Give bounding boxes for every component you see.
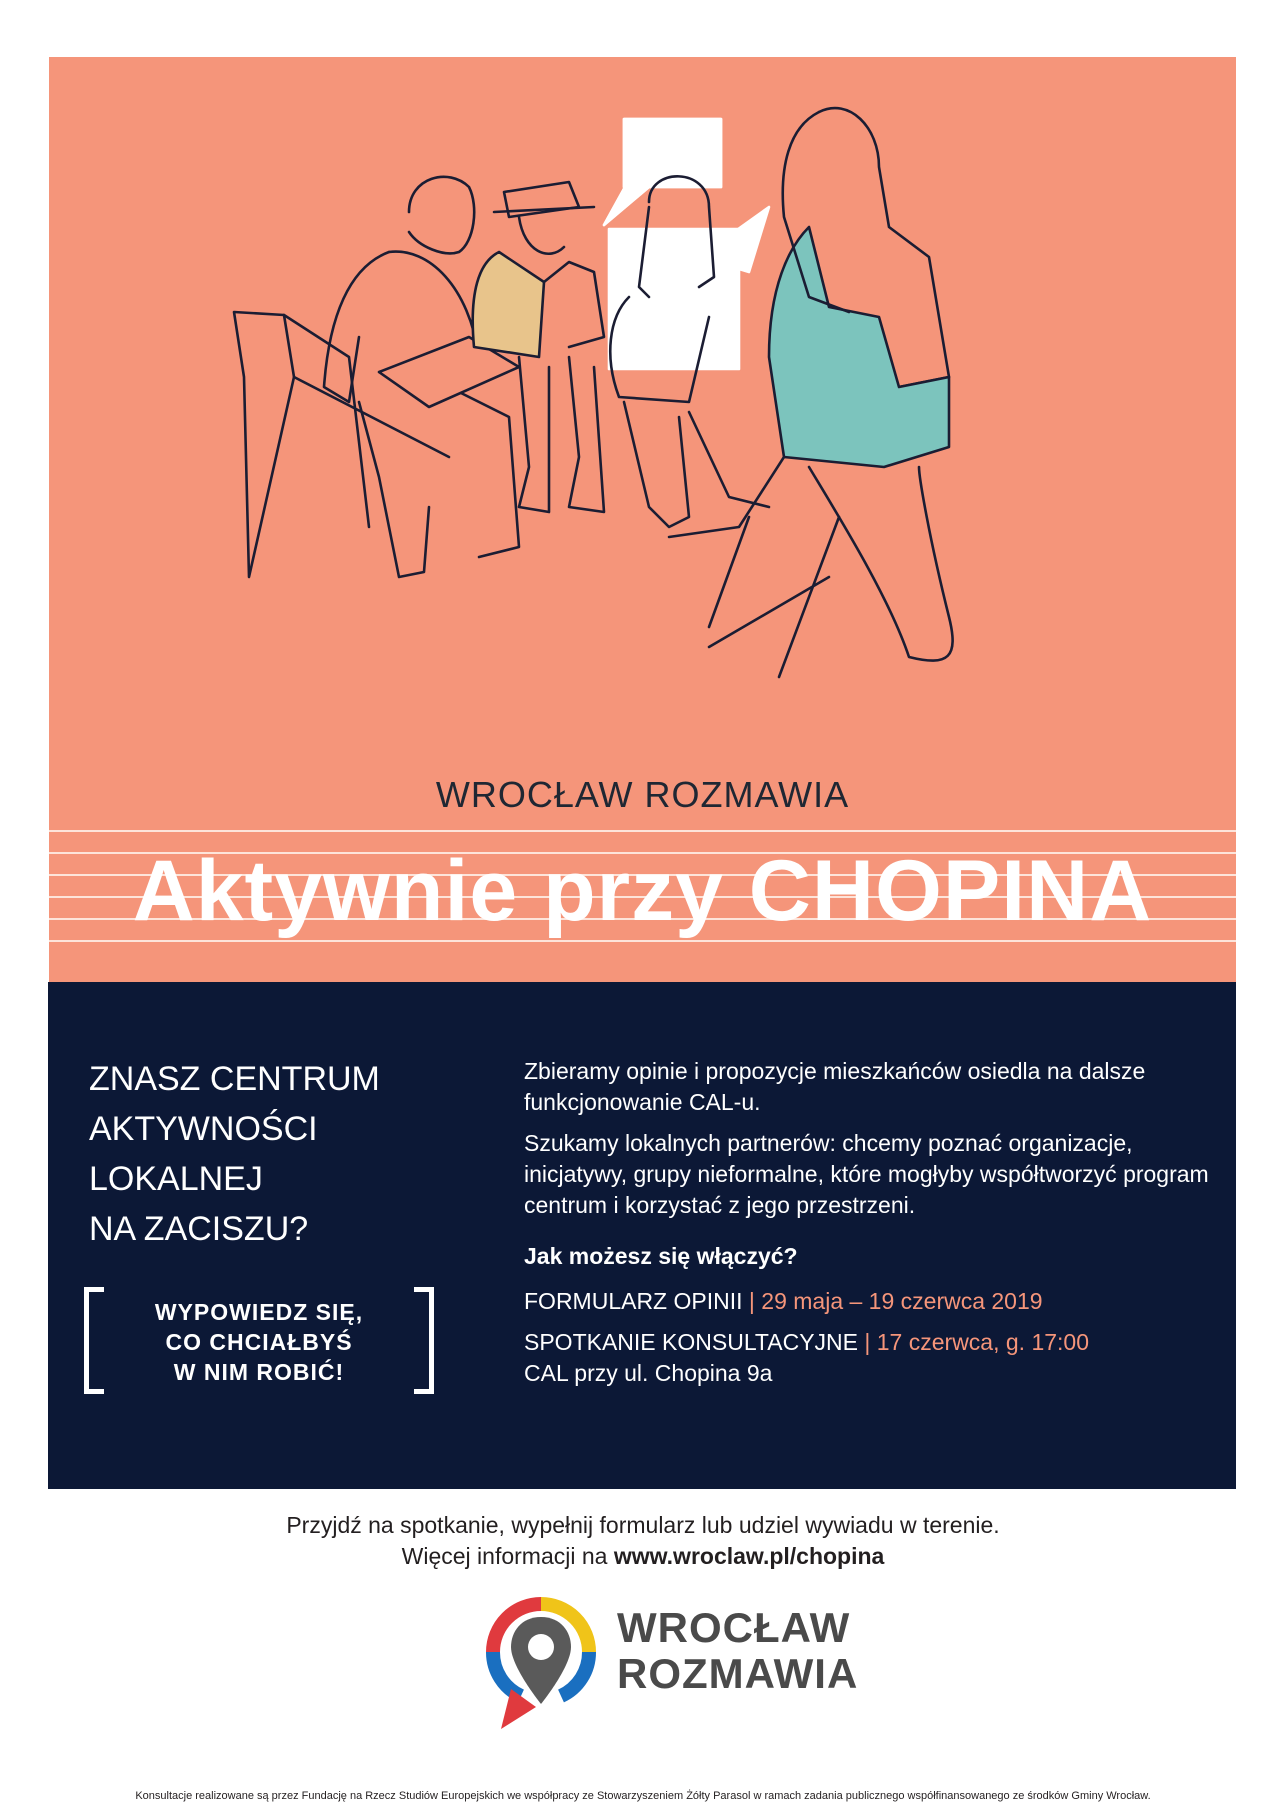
meeting-label: SPOTKANIE KONSULTACYJNE bbox=[524, 1329, 858, 1355]
form-dates: 29 maja – 19 czerwca 2019 bbox=[761, 1288, 1043, 1314]
logo-word-1: WROCŁAW bbox=[617, 1604, 851, 1651]
separator: | bbox=[748, 1288, 755, 1314]
call-to-action-box bbox=[84, 1287, 434, 1394]
logo-mark bbox=[481, 1589, 611, 1739]
question-line: AKTYWNOŚCI bbox=[89, 1110, 318, 1148]
footer-line-2-prefix: Więcej informacji na bbox=[401, 1543, 614, 1569]
form-row bbox=[524, 1286, 1214, 1317]
left-bracket bbox=[84, 1287, 104, 1394]
footer-line-2 bbox=[0, 1541, 1286, 1572]
cta-line: WYPOWIEDZ SIĘ, bbox=[154, 1299, 364, 1325]
cta-text bbox=[104, 1297, 414, 1387]
logo-wordmark bbox=[617, 1605, 858, 1697]
main-title: Aktywnie przy CHOPINA bbox=[132, 843, 1153, 939]
cta-line: CO CHCIAŁBYŚ bbox=[165, 1329, 353, 1355]
question-line: ZNASZ CENTRUM bbox=[89, 1060, 380, 1098]
cta-line: W NIM ROBIĆ! bbox=[173, 1359, 345, 1385]
meeting-date: 17 czerwca, g. 17:00 bbox=[876, 1329, 1089, 1355]
meeting-place: CAL przy ul. Chopina 9a bbox=[524, 1360, 773, 1386]
intro-paragraph: Zbieramy opinie i propozycje mieszkańców osiedla na dalsze funkcjonowanie CAL-u. bbox=[524, 1058, 1146, 1115]
fine-print: Konsultacje realizowane są przez Fundację na Rzecz Studiów Europejskich we współpracy ze Stowarzyszeniem Żółty Parasol w ramach zadania publicznego współfinansowanego ze środków Gminy Wrocław. bbox=[135, 1790, 1151, 1802]
question-heading bbox=[89, 1054, 449, 1254]
separator: | bbox=[864, 1329, 871, 1355]
footer-info bbox=[0, 1510, 1286, 1572]
info-panel bbox=[48, 982, 1236, 1489]
details-column bbox=[524, 1056, 1214, 1389]
how-to-join-heading: Jak możesz się włączyć? bbox=[524, 1243, 798, 1269]
question-line: LOKALNEJ bbox=[89, 1160, 263, 1198]
question-line: NA ZACISZU? bbox=[89, 1210, 309, 1248]
logo-word-2: ROZMAWIA bbox=[617, 1650, 859, 1697]
hero-banner bbox=[49, 57, 1236, 982]
wroclaw-rozmawia-logo bbox=[481, 1589, 859, 1739]
partners-paragraph: Szukamy lokalnych partnerów: chcemy poznać organizacje, inicjatywy, grupy nieformalne, które mogłyby współtworzyć program centrum i korzystać z jego przestrzeni. bbox=[524, 1130, 1209, 1218]
meeting-row bbox=[524, 1327, 1214, 1358]
right-bracket bbox=[414, 1287, 434, 1394]
people-conversation-illustration bbox=[49, 57, 1236, 757]
form-label: FORMULARZ OPINII bbox=[524, 1288, 743, 1314]
series-title: WROCŁAW ROZMAWIA bbox=[435, 774, 850, 815]
website-link[interactable]: www.wroclaw.pl/chopina bbox=[613, 1543, 885, 1569]
footer-line-1: Przyjdź na spotkanie, wypełnij formularz lub udziel wywiadu w terenie. bbox=[286, 1512, 1000, 1538]
